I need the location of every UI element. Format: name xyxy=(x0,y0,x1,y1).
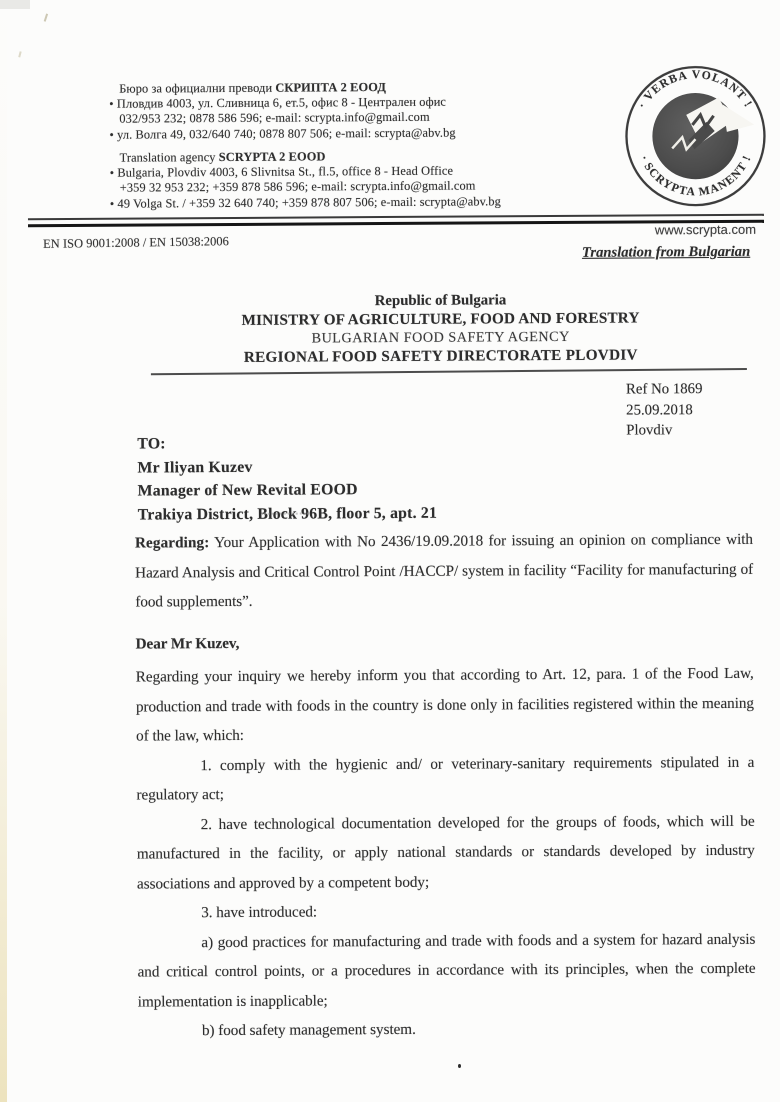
salutation: Dear Mr Kuzev, xyxy=(135,634,240,653)
recipient-label: TO: xyxy=(137,435,166,453)
recipient-position: Manager of New Revital EOOD xyxy=(137,481,358,500)
letter-body xyxy=(135,525,756,1046)
seal-top-textpath: · VERBA VOLANT ! xyxy=(635,68,756,111)
sender-directorate: REGIONAL FOOD SAFETY DIRECTORATE PLOVDIV xyxy=(243,345,638,366)
agency-title-en-bold: SCRYPTA 2 EOOD xyxy=(218,149,326,165)
agency-website: www.scrypta.com xyxy=(654,221,757,238)
regarding-label: Regarding: xyxy=(134,534,210,552)
regarding-text: Your Application with No 2436/19.09.2018 for issuing an opinion on compliance with Hazard Analysis and Critical Control Point /HACCP/ system in facility “Facility for manufacturing of food supplements”. xyxy=(135,530,754,611)
letterhead-english xyxy=(110,148,501,211)
agency-seal-stamp xyxy=(621,62,770,211)
sender-ministry: MINISTRY OF AGRICULTURE, FOOD AND FORESTRY xyxy=(241,308,640,329)
sender-agency: BULGARIAN FOOD SAFETY AGENCY xyxy=(311,328,570,347)
seal-bottom-textpath: · SCRYPTA MANENT ! xyxy=(637,152,754,199)
agency-address-en-2: • 49 Volga St. / +359 32 640 740; +359 878 807 506; e-mail: scrypta@abv.bg xyxy=(109,193,501,211)
reference-block xyxy=(626,379,703,441)
iso-certification: EN ISO 9001:2008 / EN 15038:2006 xyxy=(43,234,229,251)
list-item-3b: b) food safety management system. xyxy=(201,1020,416,1040)
agency-address-bg-1: • Пловдив 4003, ул. Сливница 6, ет.5, офис 8 - Централен офис xyxy=(109,94,447,111)
ref-date: 25.09.2018 xyxy=(626,401,693,419)
ref-city: Plovdiv xyxy=(626,422,673,439)
agency-title-bg-bold: СКРИПТА 2 ЕООД xyxy=(275,80,387,95)
agency-address-bg-2: • ул. Волга 49, 032/640 740; 0878 807 506; e-mail: scrypta@abv.bg xyxy=(109,125,456,142)
list-item-3: 3. have introduced: xyxy=(201,903,318,922)
agency-phones-en: +359 32 953 232; +359 878 586 596; e-mail: scrypta.info@gmail.com xyxy=(119,178,476,196)
recipient-address: Trakiya District, Block 96B, floor 5, apt. 21 xyxy=(137,504,438,524)
recipient-name: Mr Iliyan Kuzev xyxy=(137,458,253,477)
heading-underline xyxy=(151,368,747,375)
scan-speck xyxy=(458,1064,461,1068)
translation-note: Translation from Bulgarian xyxy=(581,243,751,261)
list-item-3a: a) good practices for manufacturing and trade with foods and a system for hazard analysis and critical control points, or a procedures in accordance with its principles, when the complete implementation is inapplicable; xyxy=(137,930,756,1011)
body-paragraph-1: Regarding your inquiry we hereby inform you that according to Art. 12, para. 1 of the Food Law, production and trade with foods in the country is done only in facilities registered within the meaning of the law, which: xyxy=(135,664,754,745)
letterhead-bulgarian xyxy=(109,80,456,143)
agency-title-en-regular: Translation agency xyxy=(119,150,219,165)
scan-smudge xyxy=(261,512,309,517)
list-item-1: 1. comply with the hygienic and/ or veterinary-sanitary requirements stipulated in a regulatory act; xyxy=(136,753,755,804)
agency-address-en-1: • Bulgaria, Plovdiv 4003, 6 Slivnitsa St., fl.5, office 8 - Head Office xyxy=(109,163,454,180)
divider-thick-line xyxy=(28,220,764,227)
list-item-2: 2. have technological documentation developed for the groups of foods, which will be manufactured in the facility, or apply national standards or standards developed by industry associations and approved by a competent body; xyxy=(136,812,755,893)
ref-number: Ref No 1869 xyxy=(625,381,703,398)
agency-phones-bg: 032/953 232; 0878 586 596; e-mail: scrypta.info@gmail.com xyxy=(119,110,430,127)
letterhead-divider xyxy=(28,214,764,227)
sender-heading xyxy=(133,290,747,368)
agency-title-bg-regular: Бюро за официални преводи xyxy=(119,80,276,96)
sender-country: Republic of Bulgaria xyxy=(374,292,507,310)
regarding-paragraph xyxy=(135,525,754,617)
divider-thin-line xyxy=(28,214,764,220)
